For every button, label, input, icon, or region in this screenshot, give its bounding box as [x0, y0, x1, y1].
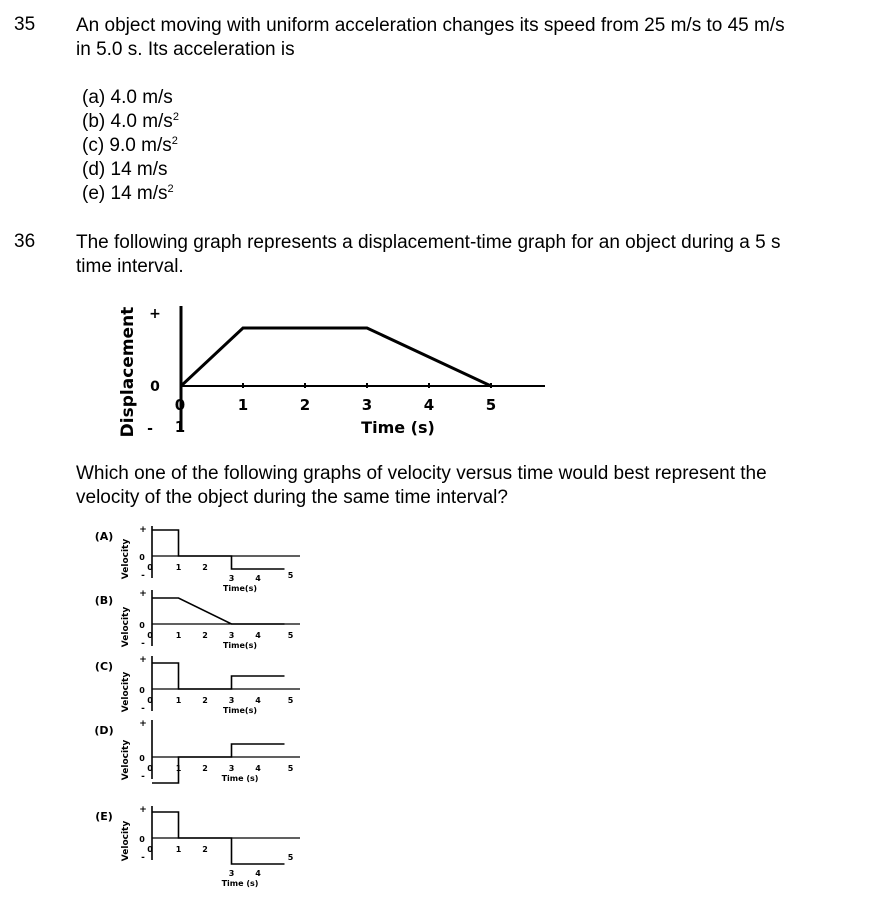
y-zero-label: 0	[150, 379, 160, 395]
x-tick-label-1: 1	[175, 764, 182, 773]
x-tick-label-1: 1	[175, 631, 182, 640]
velocity-line	[152, 744, 285, 783]
question-35-line-2: in 5.0 s. Its acceleration is	[76, 39, 295, 60]
x-tick-label-2: 2	[202, 563, 208, 572]
choice-label: (E)	[95, 810, 113, 823]
x-tick-label-4: 4	[255, 696, 261, 705]
y-zero-label: 0	[139, 754, 145, 763]
y-minus-label: -	[141, 772, 145, 782]
x-tick-label-3: 3	[228, 574, 235, 583]
x-tick-label-3: 3	[361, 396, 373, 414]
x-tick-label-3: 3	[228, 869, 235, 878]
y-plus-label: +	[139, 805, 147, 815]
option-c-sup: 2	[171, 135, 178, 147]
time-axis-label: Time(s)	[222, 641, 258, 650]
x-tick-label-1: 1	[175, 845, 182, 854]
time-axis-label: Time(s)	[222, 584, 258, 593]
choice-graph-a[interactable]	[95, 525, 300, 593]
choice-graph-e[interactable]	[95, 805, 300, 888]
y-minus-label: -	[141, 639, 145, 649]
option-d-text: (d) 14 m/s	[82, 159, 168, 180]
choice-label: (B)	[94, 594, 114, 607]
x-tick-label-1: 1	[175, 696, 182, 705]
question-36-line-1: The following graph represents a displacement-time graph for an object during a 5 s	[76, 232, 781, 253]
y-zero-label: 0	[139, 686, 145, 695]
x-tick-label-4: 4	[255, 764, 261, 773]
x-tick-label-5: 5	[287, 631, 294, 640]
option-c-text: (c) 9.0 m/s	[82, 135, 172, 156]
y-minus-label: -	[141, 571, 145, 581]
x-tick-label-0: 0	[147, 631, 153, 640]
choice-graph-d[interactable]	[94, 719, 300, 783]
velocity-axis-label: Velocity	[121, 671, 131, 713]
x-tick-label-0: 0	[147, 764, 153, 773]
x-tick-label-2: 2	[202, 696, 208, 705]
x-tick-label-4: 4	[255, 574, 261, 583]
y-zero-label: 0	[139, 553, 145, 562]
velocity-axis-label: Velocity	[121, 606, 131, 648]
x-tick-label-5: 5	[287, 853, 294, 862]
y-plus-label: +	[139, 655, 147, 665]
y-plus-label: +	[139, 525, 147, 535]
y-minus-label: -	[141, 704, 145, 714]
question-35-line-1: An object moving with uniform acceleration changes its speed from 25 m/s to 45 m/s	[76, 15, 785, 36]
x-tick-label-1: 1	[175, 563, 182, 572]
displacement-axis-label: Displacement	[118, 306, 138, 438]
y-minus-label: -	[147, 421, 153, 437]
question-36-followup-line-2: velocity of the object during the same time interval?	[76, 487, 508, 508]
x-tick-label-4: 4	[255, 869, 261, 878]
y-minus-label: -	[141, 853, 145, 863]
velocity-axis-label: Velocity	[121, 820, 131, 862]
x-tick-label-2: 2	[202, 631, 208, 640]
velocity-axis-label: Velocity	[121, 538, 131, 580]
x-tick-label-2: 2	[202, 764, 208, 773]
question-36-line-2: time interval.	[76, 256, 184, 277]
y-tick-label-1: 1	[174, 418, 186, 436]
choice-graph-c[interactable]	[95, 655, 300, 715]
x-tick-label-5: 5	[287, 764, 294, 773]
question-36-followup-line-1: Which one of the following graphs of velocity versus time would best represent the	[76, 463, 767, 484]
velocity-axis-label: Velocity	[121, 739, 131, 781]
question-36-number: 36	[14, 231, 36, 252]
option-b-sup: 2	[172, 111, 179, 123]
y-plus-label: +	[139, 719, 147, 729]
velocity-line	[152, 663, 285, 689]
x-tick-label-1: 1	[237, 396, 249, 414]
choice-label: (A)	[94, 530, 114, 543]
time-axis-label: Time (s)	[361, 418, 435, 437]
option-e-sup: 2	[167, 183, 174, 195]
x-tick-label-0: 0	[147, 845, 153, 854]
velocity-line	[152, 530, 285, 569]
x-tick-label-5: 5	[287, 571, 294, 580]
option-a-text: (a) 4.0 m/s	[82, 87, 173, 108]
y-zero-label: 0	[139, 621, 145, 630]
velocity-line	[152, 598, 285, 624]
x-tick-label-5: 5	[287, 696, 294, 705]
choice-label: (D)	[94, 724, 114, 737]
x-tick-label-2: 2	[299, 396, 311, 414]
x-tick-label-3: 3	[228, 631, 235, 640]
question-35-number: 35	[14, 14, 36, 35]
option-e-text: (e) 14 m/s	[82, 183, 168, 204]
x-tick-label-0: 0	[174, 396, 186, 414]
y-zero-label: 0	[139, 835, 145, 844]
y-plus-label: +	[139, 589, 147, 599]
option-b-text: (b) 4.0 m/s	[82, 111, 173, 132]
x-tick-label-0: 0	[147, 563, 153, 572]
x-tick-label-2: 2	[202, 845, 208, 854]
x-tick-label-3: 3	[228, 696, 235, 705]
y-plus-label: +	[149, 306, 161, 322]
x-tick-label-3: 3	[228, 764, 235, 773]
x-tick-label-5: 5	[485, 396, 497, 414]
x-tick-label-0: 0	[147, 696, 153, 705]
time-axis-label: Time(s)	[222, 706, 258, 715]
choice-graph-b[interactable]	[95, 589, 300, 650]
time-axis-label: Time (s)	[221, 774, 259, 783]
time-axis-label: Time (s)	[221, 879, 259, 888]
x-tick-label-4: 4	[423, 396, 435, 414]
choice-label: (C)	[94, 660, 114, 673]
x-tick-label-4: 4	[255, 631, 261, 640]
